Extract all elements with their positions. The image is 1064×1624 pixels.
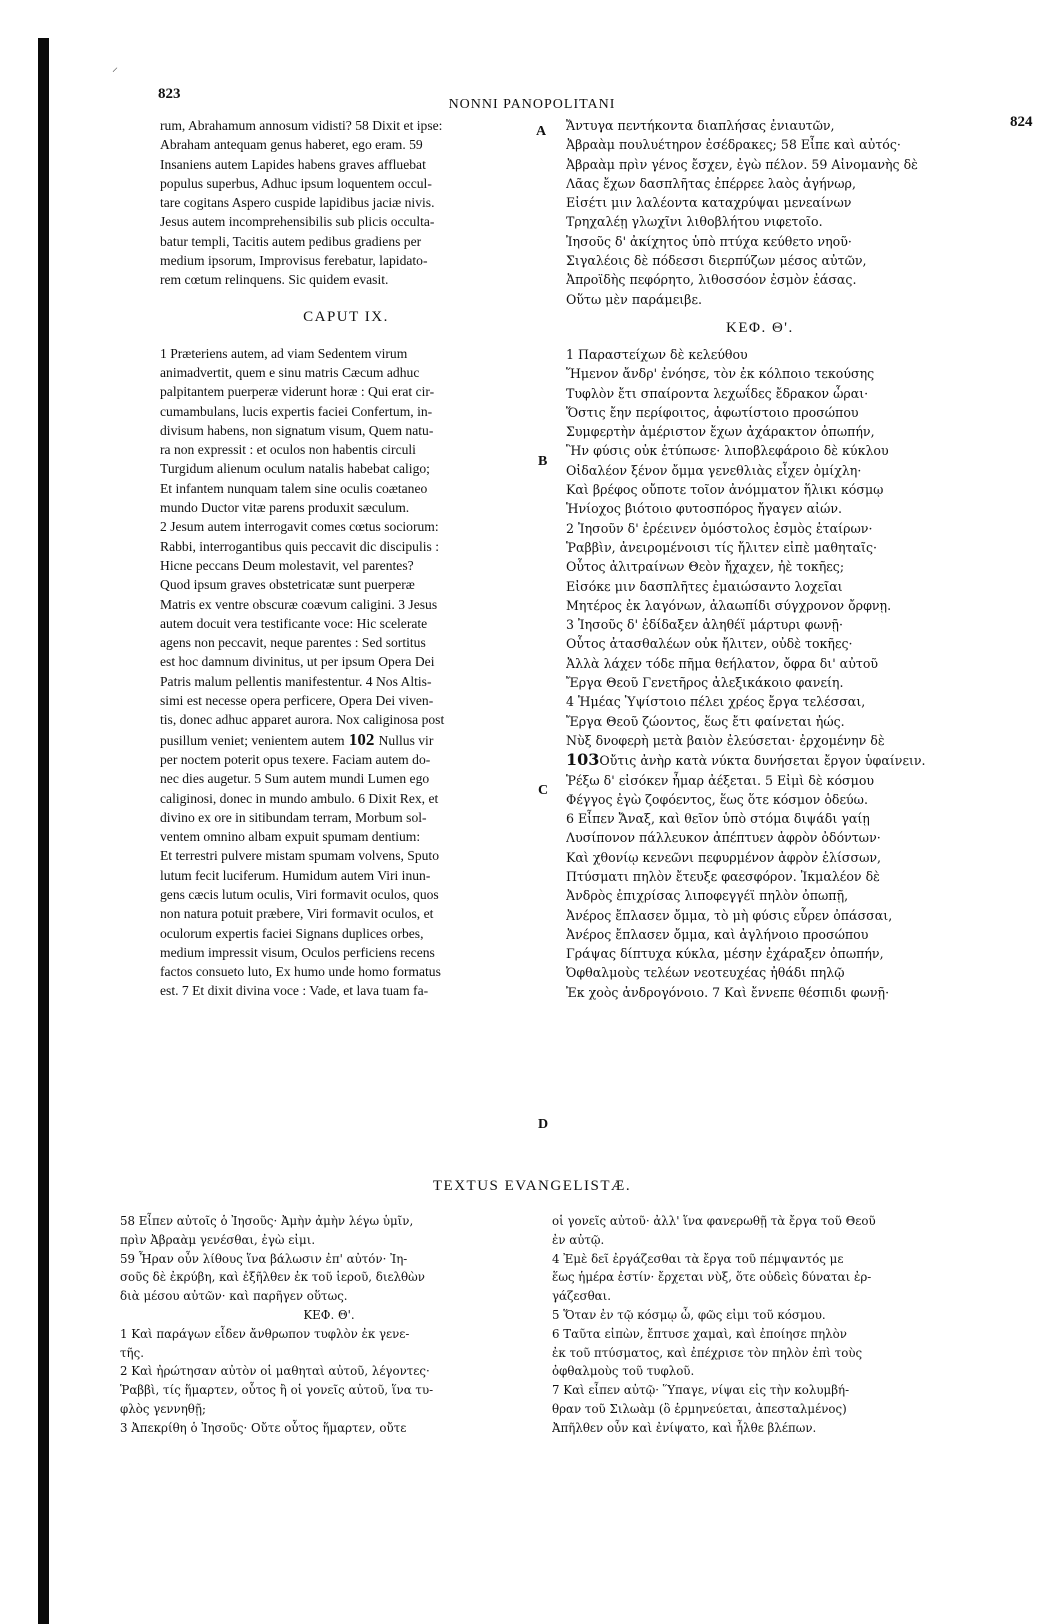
latin-line: rum, Abrahamum annosum vidisti? 58 Dixit et ipse: <box>160 118 443 133</box>
greek-line: Ἔργα Θεοῦ Γενετῆρος ἀλεξικάκοιο φανείη. <box>566 675 844 691</box>
latin-line: Turgidum alienum oculum natalis habebat caligo; <box>160 461 430 477</box>
evangelistae-line: 6 Ταῦτα εἰπὼν, ἔπτυσε χαμαὶ, καὶ ἐποίησε πηλὸν <box>552 1326 847 1341</box>
evangelistae-line: 58 Εἶπεν αὐτοῖς ὁ Ἰησοῦς· Ἀμὴν ἀμὴν λέγω ὑμῖν, <box>120 1214 414 1228</box>
latin-line: medium impressit visum, Oculos perficiens recens <box>160 944 435 960</box>
latin-line: palpitantem puerperæ viderunt horæ : Qui erat cir- <box>160 384 435 400</box>
latin-line: mundo Ductor vitæ parens produxit sæculum. <box>160 500 410 516</box>
greek-line: Ἀνέρος ἔπλασεν ὄμμα, τὸ μὴ φύσις εὗρεν ὀπάσσαι, <box>566 907 893 923</box>
latin-line: autem docuit vera testificante voce: Hic scelerate <box>160 615 428 631</box>
section-letter-d: D <box>538 1117 549 1132</box>
evangelistae-line: διὰ μέσου αὐτῶν· καὶ παρῆγεν οὕτως. <box>120 1289 348 1304</box>
greek-line: Ἄντυγα πεντήκοντα διαπλήσας ἐνιαυτῶν, <box>566 118 835 133</box>
latin-line <box>160 730 532 750</box>
latin-line: divino ex ore in sitibundam terram, Morbum sol- <box>160 809 427 825</box>
greek-line: 6 Εἶπεν Ἄναξ, καὶ θεῖον ὑπὸ στόμα διψάδι γαίῃ <box>566 811 870 827</box>
latin-line: Jesus autem incomprehensibilis sub plicis occulta- <box>160 214 435 230</box>
inline-page-number: 102 <box>344 729 379 749</box>
greek-top-lines <box>566 116 966 309</box>
greek-line <box>566 750 966 770</box>
evangelistae-line: Ῥαββὶ, τίς ἥμαρτεν, οὗτος ἢ οἱ γονεῖς αὐτοῦ, ἵνα τυ- <box>120 1383 434 1398</box>
greek-line: Ῥέξω δ' εἰσόκεν ἦμαρ ἀέξεται. 5 Εἰμὶ δὲ κόσμου <box>566 772 875 788</box>
greek-line: Ἀβραὰμ πρὶν γένος ἔσχεν, ἐγὼ πέλον. 59 Αἰνομανὴς δὲ <box>566 156 918 172</box>
evangelistae-line: Ἀπῆλθεν οὖν καὶ ἐνίψατο, καὶ ἦλθε βλέπων. <box>552 1420 817 1435</box>
greek-line: Οἰδαλέον ξένον ὄμμα γενεθλιὰς εἶχεν ὀμίχλη· <box>566 462 862 478</box>
greek-main-lines <box>566 345 966 1002</box>
greek-chapter-heading: ΚΕΦ. Θ'. <box>726 319 794 336</box>
evangelistae-line: ἕως ἡμέρα ἐστίν· ἔρχεται νὺξ, ὅτε οὐδεὶς δύναται ἐρ- <box>552 1270 872 1285</box>
latin-line: Quod ipsum graves obstetricatæ sunt puerperæ <box>160 577 415 593</box>
greek-line: Καὶ βρέφος οὔποτε τοῖον ἀνόμματον ἥλικι κόσμῳ <box>566 482 884 498</box>
latin-line: Patris malum pellentis manifestentur. 4 Nos Altis- <box>160 673 432 689</box>
evangelistae-line: ἐν αὐτῷ. <box>552 1232 605 1247</box>
greek-line: Ῥαββὶν, ἀνειρομένοισι τίς ἤλιτεν εἰπὲ μαθηταῖς· <box>566 539 878 555</box>
latin-top-lines <box>160 116 532 290</box>
greek-line: Οὗτος ἀτασθαλέων οὐκ ἤλιτεν, οὐδὲ τοκῆες· <box>566 636 853 652</box>
latin-line: est hoc damnum divinitus, ut per ipsum Opera Dei <box>160 654 435 670</box>
greek-line: Εἰσόκε μιν δασπλῆτες ἐμαιώσαντο λοχεῖαι <box>566 578 843 594</box>
greek-line: Συμφερτὴν ἀμέριστον ἔχων ἀχάρακτον ὀπωπήν, <box>566 424 875 440</box>
right-page-number: 824 <box>1010 114 1033 130</box>
greek-line: 2 Ἰησοῦν δ' ἐρέεινεν ὁμόστολος ἐσμὸς ἑταίρων· <box>566 520 873 536</box>
greek-line: Ἰησοῦς δ' ἀκίχητος ὑπὸ πτύχα κεύθετο νηοῦ· <box>566 233 852 249</box>
latin-line: Et infantem nunquam talem sine oculis coætaneo <box>160 480 428 496</box>
latin-line: ra non expressit : et oculos non habentis circuli <box>160 442 416 458</box>
greek-line: 1 Παραστείχων δὲ κελεύθου <box>566 346 748 362</box>
greek-line-text: Οὔτις ἀνὴρ κατὰ νύκτα δυνήσεται ἔργον ὑφαίνειν. <box>599 753 926 769</box>
evangelistae-right-column <box>552 1212 952 1438</box>
latin-main-lines <box>160 344 532 1001</box>
greek-line: Νὺξ δνοφερὴ μετὰ βαιὸν ἐλεύσεται· ἐρχομένην δὲ <box>566 732 885 748</box>
evangelistae-line: ἐκ τοῦ πτύσματος, καὶ ἐπέχρισε τὸν πηλὸν ἐπὶ τοὺς <box>552 1345 863 1360</box>
latin-line: Hicne peccans Deum molestavit, vel parentes? <box>160 557 414 573</box>
latin-line: 2 Jesum autem interrogavit comes cœtus sociorum: <box>160 519 439 535</box>
latin-line: Et terrestri pulvere mistam spumam volvens, Sputo <box>160 848 440 864</box>
latin-line: ventem omnino albam expuit spumam dentium: <box>160 829 421 845</box>
latin-line: gens cæcis lutum oculis, Viri formavit oculos, quos <box>160 886 439 902</box>
greek-line: Καὶ χθονίῳ κενεῶνι πεφυρμένον ἀφρὸν ἑλίσσων, <box>566 849 882 865</box>
greek-line: Ἀπροϊδὴς πεφόρητο, λιθοσσόον ἐσμὸν ἐάσας. <box>566 272 857 288</box>
evangelistae-line: 2 Καὶ ἠρώτησαν αὐτὸν οἱ μαθηταὶ αὐτοῦ, λέγοντες· <box>120 1364 430 1379</box>
evangelistae-heading: TEXTUS EVANGELISTÆ. <box>432 1178 632 1194</box>
greek-line: Γράψας δίπτυχα κύκλα, μέσην ἐχάραξεν ὀπωπήν, <box>566 946 884 962</box>
greek-line: Μητέρος ἐκ λαγόνων, ἀλαωπίδι σύγχρονον ὄρφνῃ. <box>566 597 892 613</box>
latin-line: 1 Præteriens autem, ad viam Sedentem virum <box>160 345 408 361</box>
evangelistae-line: πρὶν Ἀβραὰμ γενέσθαι, ἐγὼ εἰμι. <box>120 1232 316 1247</box>
binding-shadow <box>38 38 49 1624</box>
evangelistae-line: ὀφθαλμοὺς τοῦ τυφλοῦ. <box>552 1364 695 1379</box>
latin-line: rem cœtum relinquens. Sic quidem evasit. <box>160 272 389 288</box>
evangelistae-line: γάζεσθαι. <box>552 1289 612 1304</box>
evangelistae-line: 4 Ἐμὲ δεῖ ἐργάζεσθαι τὰ ἔργα τοῦ πέμψαντός με <box>552 1251 844 1266</box>
greek-line: Τρηχαλέῃ γλωχῖνι λιθοβλήτου νιφετοῖο. <box>566 214 823 230</box>
greek-line: Ἀνδρὸς ἐπιχρίσας λιποφεγγέϊ πηλὸν ὀπωπῇ, <box>566 888 849 904</box>
greek-line: Ἥμενον ἄνδρ' ἐνόησε, τὸν ἐκ κόλποιο τεκούσης <box>566 366 875 382</box>
latin-line: agens non peccavit, neque parentes : Sed sortitus <box>160 635 426 651</box>
evangelistae-chapter-heading: ΚΕΦ. Θ'. <box>303 1307 355 1322</box>
latin-line: Matris ex ventre obscuræ coævum caligini. 3 Jesus <box>160 596 438 612</box>
greek-line: Λυσίπονον πάλλευκον ἀπέπτυεν ἀφρὸν ὀδόντων· <box>566 830 881 846</box>
evangelistae-line: 7 Καὶ εἶπεν αὐτῷ· Ὕπαγε, νίψαι εἰς τὴν κολυμβή- <box>552 1383 850 1398</box>
latin-line: Insaniens autem Lapides habens graves affluebat <box>160 156 426 172</box>
greek-line: Ὀφθαλμοὺς τελέων νεοτευχέας ἠθάδι πηλῷ <box>566 965 845 981</box>
running-head: NONNI PANOPOLITANI <box>448 97 616 112</box>
section-letter-c: C <box>538 783 549 798</box>
latin-line-text: Nullus vir <box>378 732 434 748</box>
latin-line: lutum fecit luciferum. Humidum autem Viri inun- <box>160 867 431 883</box>
greek-line: Φέγγος ἐγὼ ζοφόεντος, ἕως ὅτε κόσμον ὁδεύω. <box>566 791 868 807</box>
section-letter-a: A <box>536 124 547 139</box>
greek-line: Ἀβραὰμ πουλυέτηρον ἐσέδρακες; 58 Εἶπε καὶ αὐτός· <box>566 137 901 153</box>
latin-line: tare cogitans Aspero cuspide lapidibus jaciæ nivis. <box>160 195 435 211</box>
greek-line: Σιγαλέοις δὲ πόδεσσι διερπύζων μέσος αὐτῶν, <box>566 253 867 269</box>
evangelistae-line: φλὸς γεννηθῇ; <box>120 1401 206 1416</box>
greek-line: Ἀνέρος ἔπλασεν ὄμμα, καὶ ἀγλήνοιο προσώπου <box>566 926 869 942</box>
latin-line-text: pusillum veniet; venientem autem <box>160 732 345 748</box>
greek-line: 4 Ἡμέας Ὑψίστοιο πέλει χρέος ἔργα τελέσσαι, <box>566 694 866 710</box>
evangelistae-left-column <box>120 1212 538 1438</box>
latin-line: simi est necesse opera perficere, Opera Dei viven- <box>160 693 434 709</box>
latin-line: non natura potuit præbere, Viri formavit oculos, et <box>160 906 434 922</box>
latin-line: caliginosi, donec in mundo ambulo. 6 Dixit Rex, et <box>160 790 439 806</box>
greek-line: Ἔργα Θεοῦ ζώοντος, ἕως ἔτι φαίνεται ἠώς. <box>566 713 845 729</box>
evangelistae-line: 3 Ἀπεκρίθη ὁ Ἰησοῦς· Οὔτε οὗτος ἥμαρτεν, οὔτε <box>120 1420 407 1435</box>
greek-line: Τυφλὸν ἔτι σπαίροντα λεχωΐδες ἔδρακον ὧραι· <box>566 385 869 401</box>
scan-mark: ⸝ <box>112 60 119 74</box>
greek-line: Οὕτω μὲν παράμειβε. <box>566 291 702 307</box>
greek-line: Εἰσέτι μιν λαλέοντα καταχρύψαι μενεαίνων <box>566 195 852 211</box>
greek-line: Ἡνίοχος βιότοιο φυτοσπόρος ἤγαγεν αἰών. <box>566 501 842 517</box>
latin-line: est. 7 Et dixit divina voce : Vade, et lava tuam fa- <box>160 983 429 999</box>
greek-line: Ἐκ χοὸς ἀνδρογόνοιο. 7 Καὶ ἔννεπε θέσπιδι φωνῇ· <box>566 984 890 1000</box>
latin-line: batur templi, Tacitis autem pedibus gradiens per <box>160 233 422 249</box>
latin-line: populus superbus, Adhuc ipsum loquentem occul- <box>160 175 432 191</box>
latin-line: per noctem poterit opus texere. Faciam autem do- <box>160 751 431 767</box>
latin-line: tis, donec adhuc apparet aurora. Nox caliginosa post <box>160 712 445 728</box>
left-page-number: 823 <box>158 86 181 102</box>
evangelistae-line: θραν τοῦ Σιλωὰμ (ὃ ἑρμηνεύεται, ἀπεσταλμένος) <box>552 1401 847 1416</box>
evangelistae-line: οἱ γονεῖς αὐτοῦ· ἀλλ' ἵνα φανερωθῇ τὰ ἔργα τοῦ Θεοῦ <box>552 1214 876 1228</box>
latin-line: oculorum expertis faciei Signans duplices orbes, <box>160 925 424 941</box>
latin-line: cumambulans, lucis expertis faciei Confertum, in- <box>160 403 433 419</box>
latin-line: animadvertit, quem e sinu matris Cæcum adhuc <box>160 364 420 380</box>
greek-line: Οὗτος ἀλιτραίνων Θεὸν ἤχαχεν, ἠὲ τοκῆες; <box>566 559 845 575</box>
latin-chapter-heading: CAPUT IX. <box>303 308 389 325</box>
evangelistae-line: σοῦς δὲ ἐκρύβη, καὶ ἐξῆλθεν ἐκ τοῦ ἱεροῦ, διελθὼν <box>120 1270 425 1285</box>
greek-line: Ὅστις ἔην περίφοιτος, ἀφωτίστοιο προσώπου <box>566 404 859 420</box>
greek-column <box>566 116 966 1002</box>
greek-line: Λᾶας ἔχων δασπλῆτας ἐπέρρεε λαὸς ἀγήνωρ, <box>566 175 856 191</box>
evangelistae-line: 59 Ἦραν οὖν λίθους ἵνα βάλωσιν ἐπ' αὐτόν· Ἰη- <box>120 1251 408 1266</box>
evangelistae-line: 5 Ὅταν ἐν τῷ κόσμῳ ὦ, φῶς εἰμι τοῦ κόσμου. <box>552 1307 826 1322</box>
evangelistae-line: 1 Καὶ παράγων εἶδεν ἄνθρωπον τυφλὸν ἐκ γενε- <box>120 1326 410 1341</box>
latin-line: factos consueto luto, Ex humo unde homo formatus <box>160 964 441 980</box>
section-letter-b: B <box>538 454 548 469</box>
latin-line: nec dies augetur. 5 Sum autem mundi Lumen ego <box>160 771 430 787</box>
greek-line: 3 Ἰησοῦς δ' ἐδίδαξεν ἀληθέϊ μάρτυρι φωνῇ· <box>566 617 843 633</box>
greek-line: Ἣν φύσις οὐκ ἐτύπωσε· λιποβλεφάροιο δὲ κύκλου <box>566 443 889 459</box>
latin-line: Abraham antequam genus haberet, ego eram. 59 <box>160 137 423 153</box>
latin-line: medium ipsorum, Improvisus ferebatur, lapidato- <box>160 253 428 269</box>
latin-line: Rabbi, interrogantibus quis peccavit dic discipulis : <box>160 538 439 554</box>
greek-line: Ἀλλὰ λάχεν τόδε πῆμα θεήλατον, ὄφρα δι' αὐτοῦ <box>566 655 879 671</box>
latin-column <box>160 116 532 1001</box>
evangelistae-line: τῆς. <box>120 1345 144 1360</box>
latin-line: divisum habens, non signatum visum, Quem natu- <box>160 422 434 438</box>
inline-page-number: 103 <box>566 750 600 770</box>
greek-line: Πτύσματι πηλὸν ἔτευξε φαεσφόρον. Ἰκμαλέον δὲ <box>566 868 880 884</box>
